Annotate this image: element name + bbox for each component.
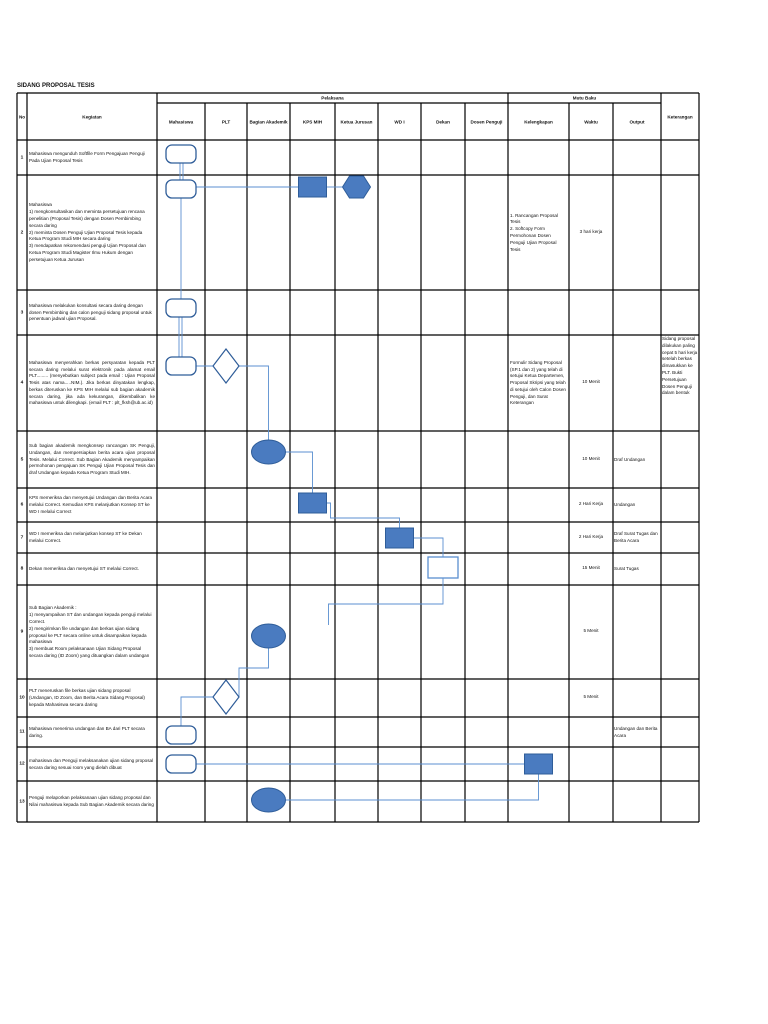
row-number: 8 — [20, 566, 24, 572]
activity-text-content: Sub Bagian Akademik : 1) menyampaikan ST dan undangan kepada penguji melalui Correct. 2) mengirimkan file undangan dan berkas ujian sidang proposal ke PLT secara online untuk disampaikan kepada mahasiswa 3) membuat Room pelaksanaan Ujian Sidang Proposal secara daring (ID Zoom) yang dituangkan dalam undangan — [29, 605, 152, 658]
connector-line — [239, 366, 269, 440]
terminator-shape — [166, 755, 196, 773]
activity-text — [29, 177, 155, 289]
activity-text-content: Mahasiswa mengunduh Softfile Form Pengajuan Penguji Pada Ujian Proposal Tesis — [29, 151, 145, 163]
row-number: 4 — [20, 380, 24, 386]
waktu-text: 5 Menit — [583, 628, 599, 633]
activity-text — [29, 142, 155, 174]
process-shape — [525, 754, 553, 774]
activity-text-content: Mahasiswa menyerahkan berkas persyaratan kepada PLT secara daring melalui surat elektronik pada alamat email PLT......... (menyebutkan subject pada email : Ujian Proposal Tesis atas nama.....NIM.). Jika berkas dinyatakan lengkap, berkas diteruskan ke KPS MIH melalui sub bagian akademik secara daring, jika ada kekurangan, dikembalikan ke mahasiswa untuk dilengkapi. (email PLT : plt_fksh@ub.ac.id) — [29, 359, 155, 406]
output-text: Undangan — [614, 502, 636, 508]
connector-line — [286, 774, 539, 800]
connector-line — [327, 503, 400, 529]
process-shape — [299, 493, 327, 513]
output-text: Surat Tugas — [614, 566, 639, 572]
header-actor: Mahasiswa — [168, 119, 194, 124]
document-title: SIDANG PROPOSAL TESIS — [17, 83, 95, 89]
header-kegiatan: Kegiatan — [82, 114, 102, 119]
waktu-text: 2 Hari Kerja — [578, 501, 604, 506]
row-number: 12 — [19, 761, 25, 767]
waktu-text: 5 Menit — [583, 694, 599, 699]
header-actor: Ketua Jurusan — [340, 119, 373, 124]
decision-shape — [213, 680, 239, 714]
header-actor: KPS MIH — [302, 119, 323, 124]
connector-line — [181, 697, 213, 726]
activity-text — [29, 433, 155, 487]
row-number: 2 — [20, 230, 24, 235]
activity-text — [29, 587, 155, 678]
activity-text-content: WD I memeriksa dan melanjutkan konsep ST ke Dekan melalui Correct. — [29, 531, 142, 543]
keterangan-text: Sidang proposal dilakukan paling cepat 5 hari kerja setelah berkas dimasukkan ke PLT. Bukti Persetujuan Dosen Penguji dalam bentuk — [662, 336, 698, 396]
kelengkapan-text: 1. Rancangan Proposal Tesis 2. Softcopy Form Permohonan Dosen Penguji Ujian Proposal Tesis — [510, 212, 559, 252]
header-keterangan: Keterangan — [667, 114, 693, 119]
header-actor: Dekan — [436, 119, 450, 124]
activity-text-content: Mahasiswa 1) mengkonsultasikan dan meminta persetujuan rencana penelitian (Proposal Tesis) dengan Dosen Pembimbing secara daring 2) meminta Dosen Penguji Ujian Proposal Tesis kepada Ketua Program Studi MIH secara daring 3) mendapatkan rekomendasi penguji Ujian Proposal dan Ketua Program Studi Magister Ilmu Hukum dengan persetujuan Ketua Jurusan — [29, 202, 146, 262]
process-shape — [386, 528, 414, 548]
connector-line — [239, 647, 269, 697]
header-actor: Bagian Akademik — [249, 119, 288, 124]
kelengkapan-text: Formulir Sidang Proposal (SP.1 dan 2) yang telah di setujui Ketua Departemen, Proposal Skripsi yang telah di setujui oleh Calon Dosen Penguji, dan Surat Keterangan — [510, 359, 566, 406]
output-text: Undangan dan Berita Acara — [614, 725, 658, 738]
waktu-text: 2 Hari Kerja — [578, 533, 604, 539]
activity-text — [29, 555, 155, 584]
row-number: 3 — [20, 310, 24, 315]
start-terminator — [166, 145, 196, 163]
header-mutu: Output — [629, 119, 645, 124]
activity-text — [29, 783, 155, 821]
activity-text-content: Mahasiswa melakukan konsultasi secara daring dengan dosen Pembimbing dan calon penguji sidang proposal untuk penentuan jadwal ujian Proposal. — [29, 302, 152, 322]
row-number: 10 — [19, 695, 25, 701]
header-actor: WD I — [394, 119, 405, 124]
terminator-shape — [166, 726, 196, 744]
row-number: 6 — [20, 502, 24, 508]
row-number: 13 — [19, 799, 25, 804]
terminator-shape — [166, 299, 196, 317]
waktu-text: 10 Menit — [582, 379, 600, 384]
output-text: Draf Surat Tugas dan Berita Acara — [614, 531, 658, 543]
activity-text-content: PLT meneruskan file berkas ujian sidang proposal (Undangan, ID Zoom, dan Berita Acara Sidang Proposal) kepada Mahasiswa secara daring — [29, 688, 145, 707]
connector-line — [414, 538, 444, 557]
header-mutu: Kelengkapan — [524, 119, 553, 124]
waktu-text: 15 Menit — [582, 565, 600, 570]
header-mutu-baku: Mutu Baku — [572, 95, 597, 101]
waktu-text: 10 Menit — [582, 455, 600, 461]
activity-text-content: mahasiswa dan Penguji melaksanakan ujian sidang proposal secara daring sesuai room yang dielah dibuat — [29, 757, 154, 770]
ellipse-shape — [252, 440, 286, 464]
header-actor: Dosen Penguji — [470, 119, 503, 124]
activity-text — [29, 292, 155, 334]
activity-text-content: Penguji melaporkan pelaksanaan ujian sidang proposal dan Nilai mahasiswa kepada Sub Bagian Akademik secara daring — [29, 795, 154, 807]
activity-text — [29, 337, 155, 430]
activity-text — [29, 719, 155, 746]
header-mutu: Waktu — [584, 119, 598, 124]
row-number: 1 — [20, 155, 24, 160]
waktu-text: 3 hari kerja — [579, 228, 603, 234]
activity-text-content: Dekan memeriksa dan menyetujui ST melalui Correct. — [29, 566, 139, 572]
ellipse-shape — [252, 788, 286, 812]
row-number: 9 — [20, 629, 24, 635]
ellipse-shape — [252, 624, 286, 648]
row-number: 5 — [20, 457, 24, 462]
row-number: 11 — [19, 729, 25, 735]
activity-text-content: KPS memeriksa dan menyetujui Undangan dan Berita Acara melalui Correct. Kemudian KPS melanjutkan Konsep ST ke WD I melalui Correct — [29, 495, 153, 514]
terminator-shape — [166, 180, 196, 198]
activity-text — [29, 681, 155, 716]
output-text: Draf Undangan — [614, 456, 646, 462]
process-shape-outline — [428, 557, 458, 578]
terminator-shape — [166, 357, 196, 375]
activity-text — [29, 490, 155, 521]
header-actor: PLT — [221, 119, 231, 124]
activity-text — [29, 749, 155, 780]
process-shape — [299, 177, 327, 197]
row-number: 7 — [20, 535, 24, 540]
activity-text-content: Mahasiswa menerima undangan dan BA dari PLT secara daring. — [29, 725, 145, 738]
preparation-shape — [343, 176, 371, 198]
header-pelaksana: Pelaksana — [321, 95, 344, 101]
activity-text — [29, 524, 155, 552]
decision-shape — [213, 349, 239, 383]
activity-text-content: Sub bagian akademik mengkonsep rancangan SK Penguji, Undangan, dan mempersiapkan berita acara ujian proposal Tesis. Melalui Correct. Sub Bagian Akademik menyampaikan permohonan pengajuan SK Penguji Ujian Proposal Tesis dan draf Undangan kepada Ketua Program Studi MIH. — [29, 443, 155, 476]
header-no: No — [18, 114, 26, 119]
